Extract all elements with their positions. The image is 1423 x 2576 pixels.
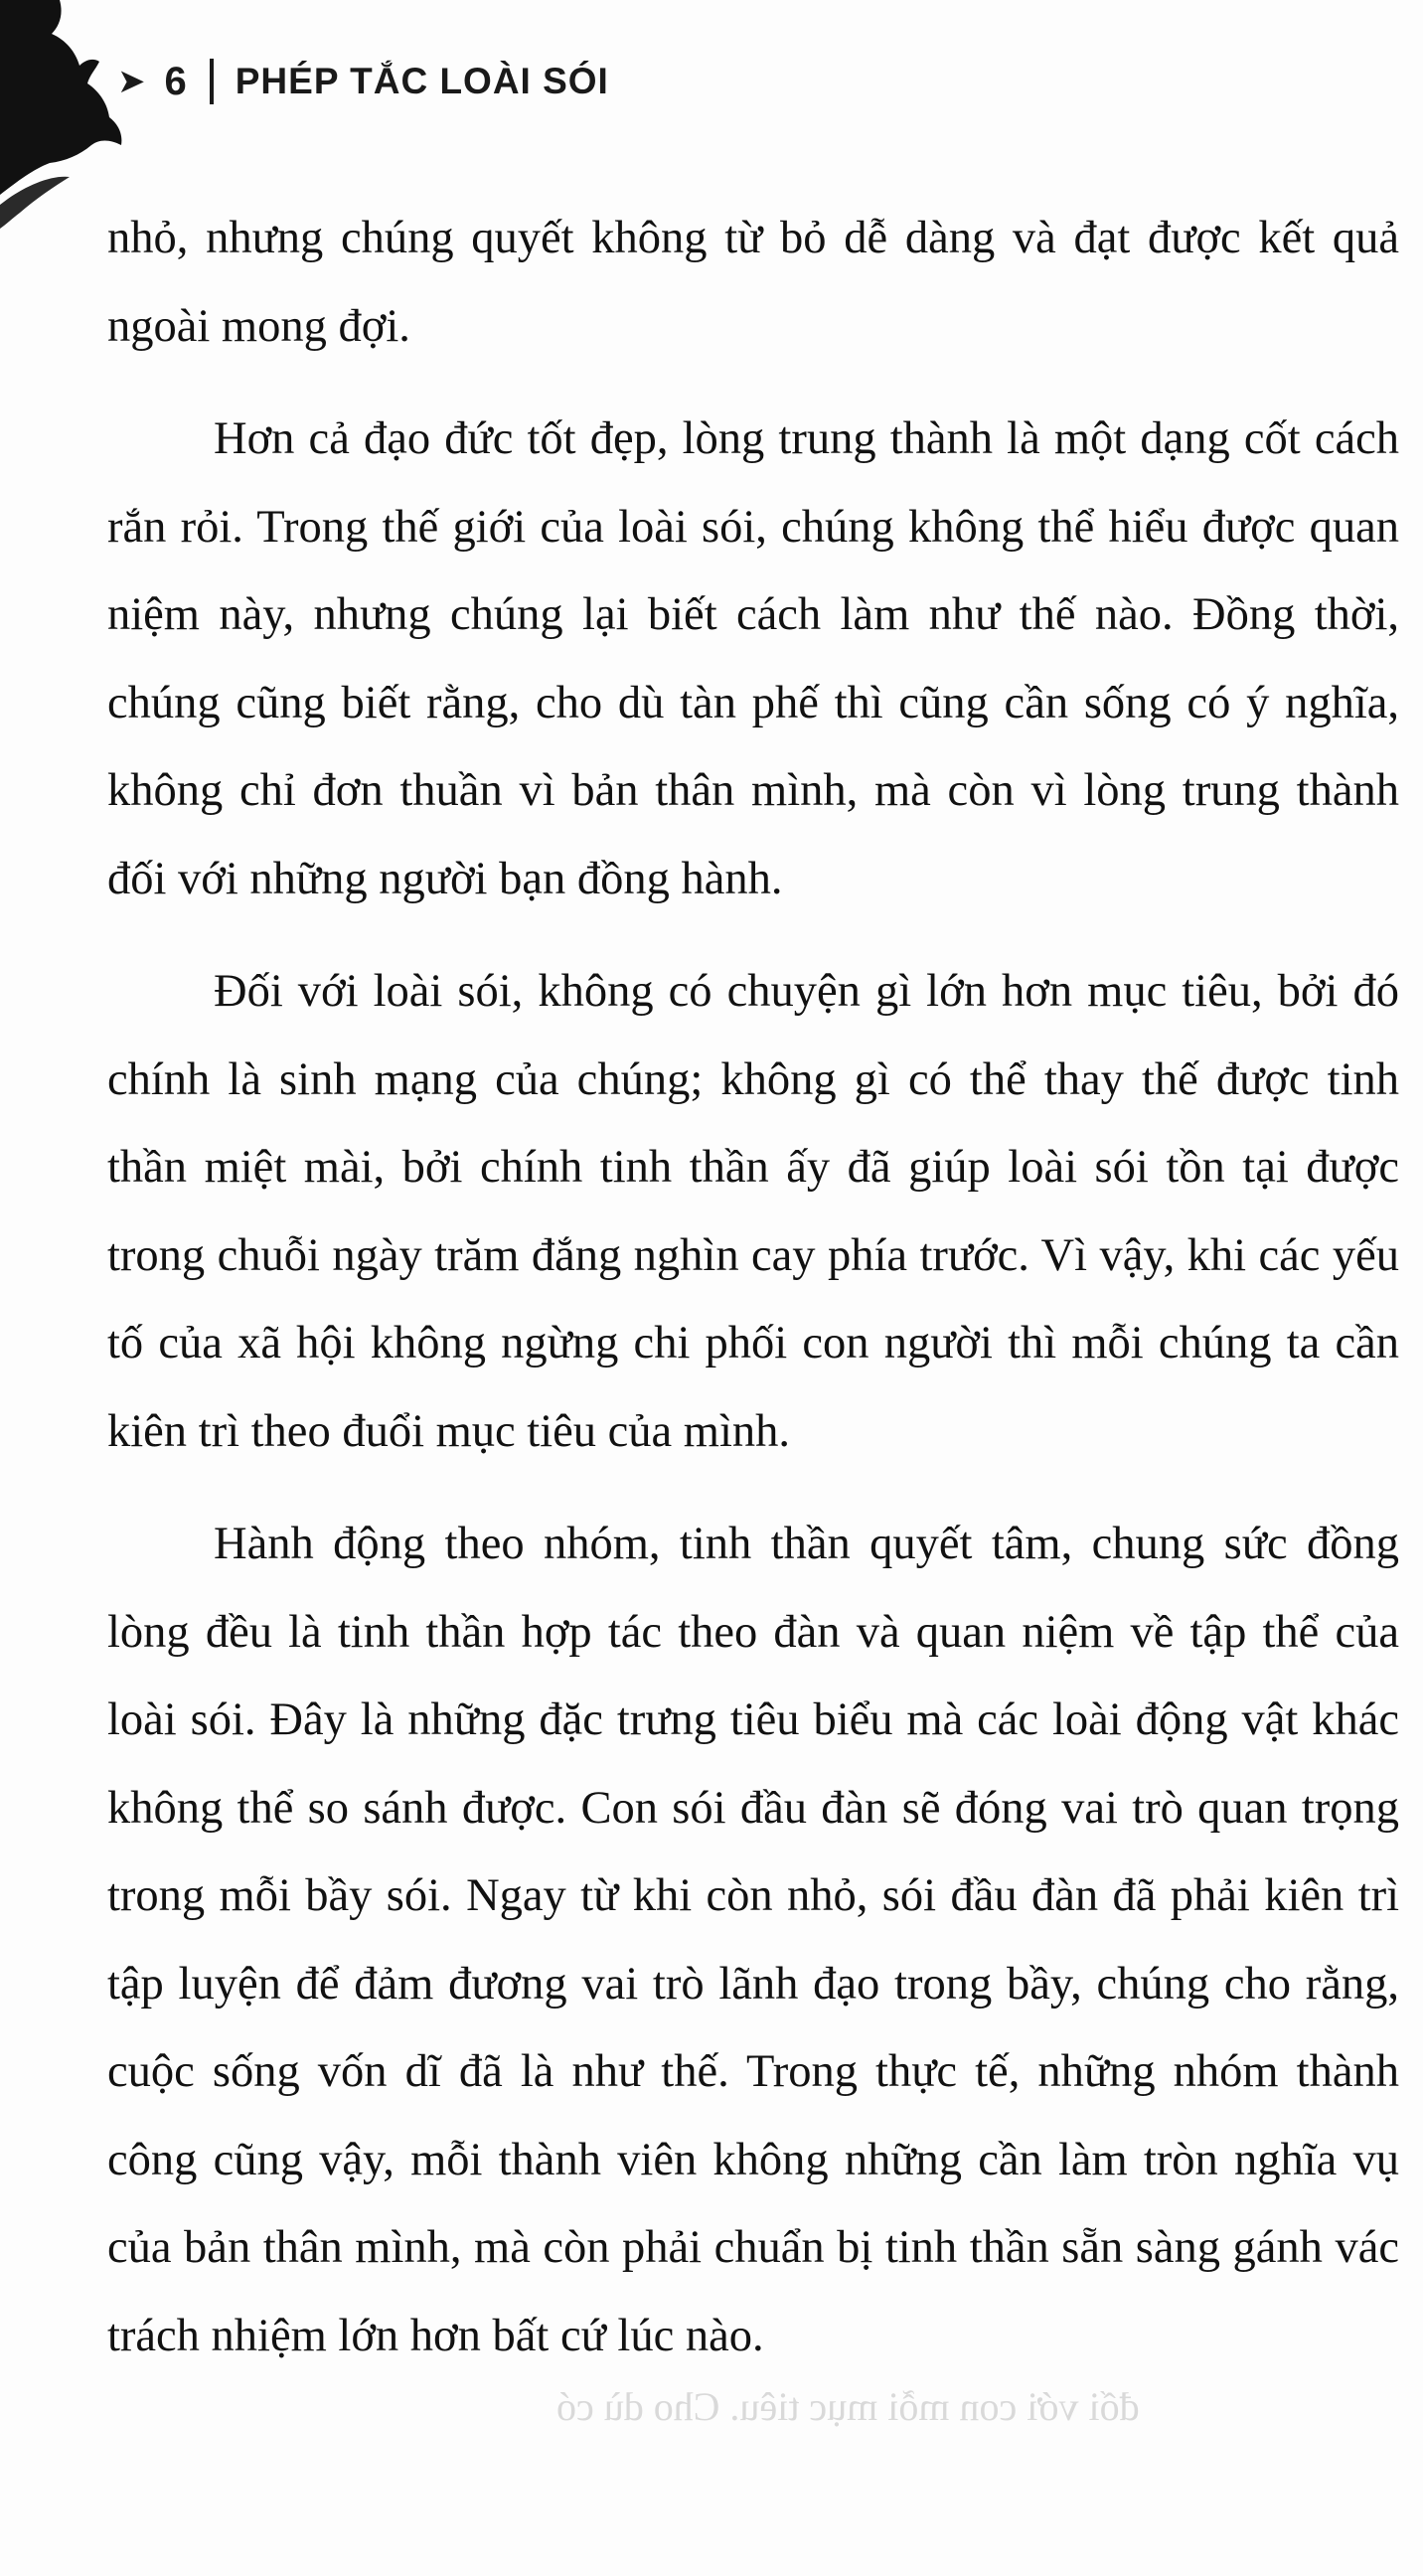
running-header (117, 52, 609, 111)
paragraph: Hành động theo nhóm, tinh thần quyết tâm, chung sức đồng lòng đều là tinh thần hợp tác theo đàn và quan niệm về tập thể của loài sói. Đây là những đặc trưng tiêu biểu mà các loài động vật khác không thể so sánh được. Con sói đầu đàn sẽ đóng vai trò quan trọng trong mỗi bầy sói. Ngay từ khi còn nhỏ, sói đầu đàn đã phải kiên trì tập luyện để đảm đương vai trò lãnh đạo trong bầy, chúng cho rằng, cuộc sống vốn dĩ đã là như thế. Trong thực tế, những nhóm thành công cũng vậy, mỗi thành viên không những cần làm tròn nghĩa vụ của bản thân mình, mà còn phải chuẩn bị tinh thần sẵn sàng gánh vác trách nhiệm lớn hơn bất cứ lúc nào. (107, 1519, 1399, 2361)
bleed-through-text: đối với con mỗi mục tiêu. Cho dù có (556, 2384, 1140, 2429)
arrow-left-icon: ➤ (117, 63, 147, 100)
header-divider (210, 59, 214, 104)
body-text (107, 195, 1399, 2405)
page-number: 6 (164, 59, 188, 103)
paragraph-continued: nhỏ, nhưng chúng quyết không từ bỏ dễ dàng và đạt được kết quả ngoài mong đợi. (107, 213, 1399, 352)
paragraph: Đối với loài sói, không có chuyện gì lớn hơn mục tiêu, bởi đó chính là sinh mạng của chúng; không gì có thể thay thế được tinh thần miệt mài, bởi chính tinh thần ấy đã giúp loài sói tồn tại được trong chuỗi ngày trăm đắng nghìn cay phía trước. Vì vậy, khi các yếu tố của xã hội không ngừng chi phối con người thì mỗi chúng ta cần kiên trì theo đuổi mục tiêu của mình. (107, 966, 1399, 1457)
paragraph: Hơn cả đạo đức tốt đẹp, lòng trung thành là một dạng cốt cách rắn rỏi. Trong thế giới của loài sói, chúng không thể hiểu được quan niệm này, nhưng chúng lại biết cách làm như thế nào. Đồng thời, chúng cũng biết rằng, cho dù tàn phế thì cũng cần sống có ý nghĩa, không chỉ đơn thuần vì bản thân mình, mà còn vì lòng trung thành đối với những người bạn đồng hành. (107, 413, 1399, 904)
book-title: PHÉP TẮC LOÀI SÓI (235, 61, 609, 101)
